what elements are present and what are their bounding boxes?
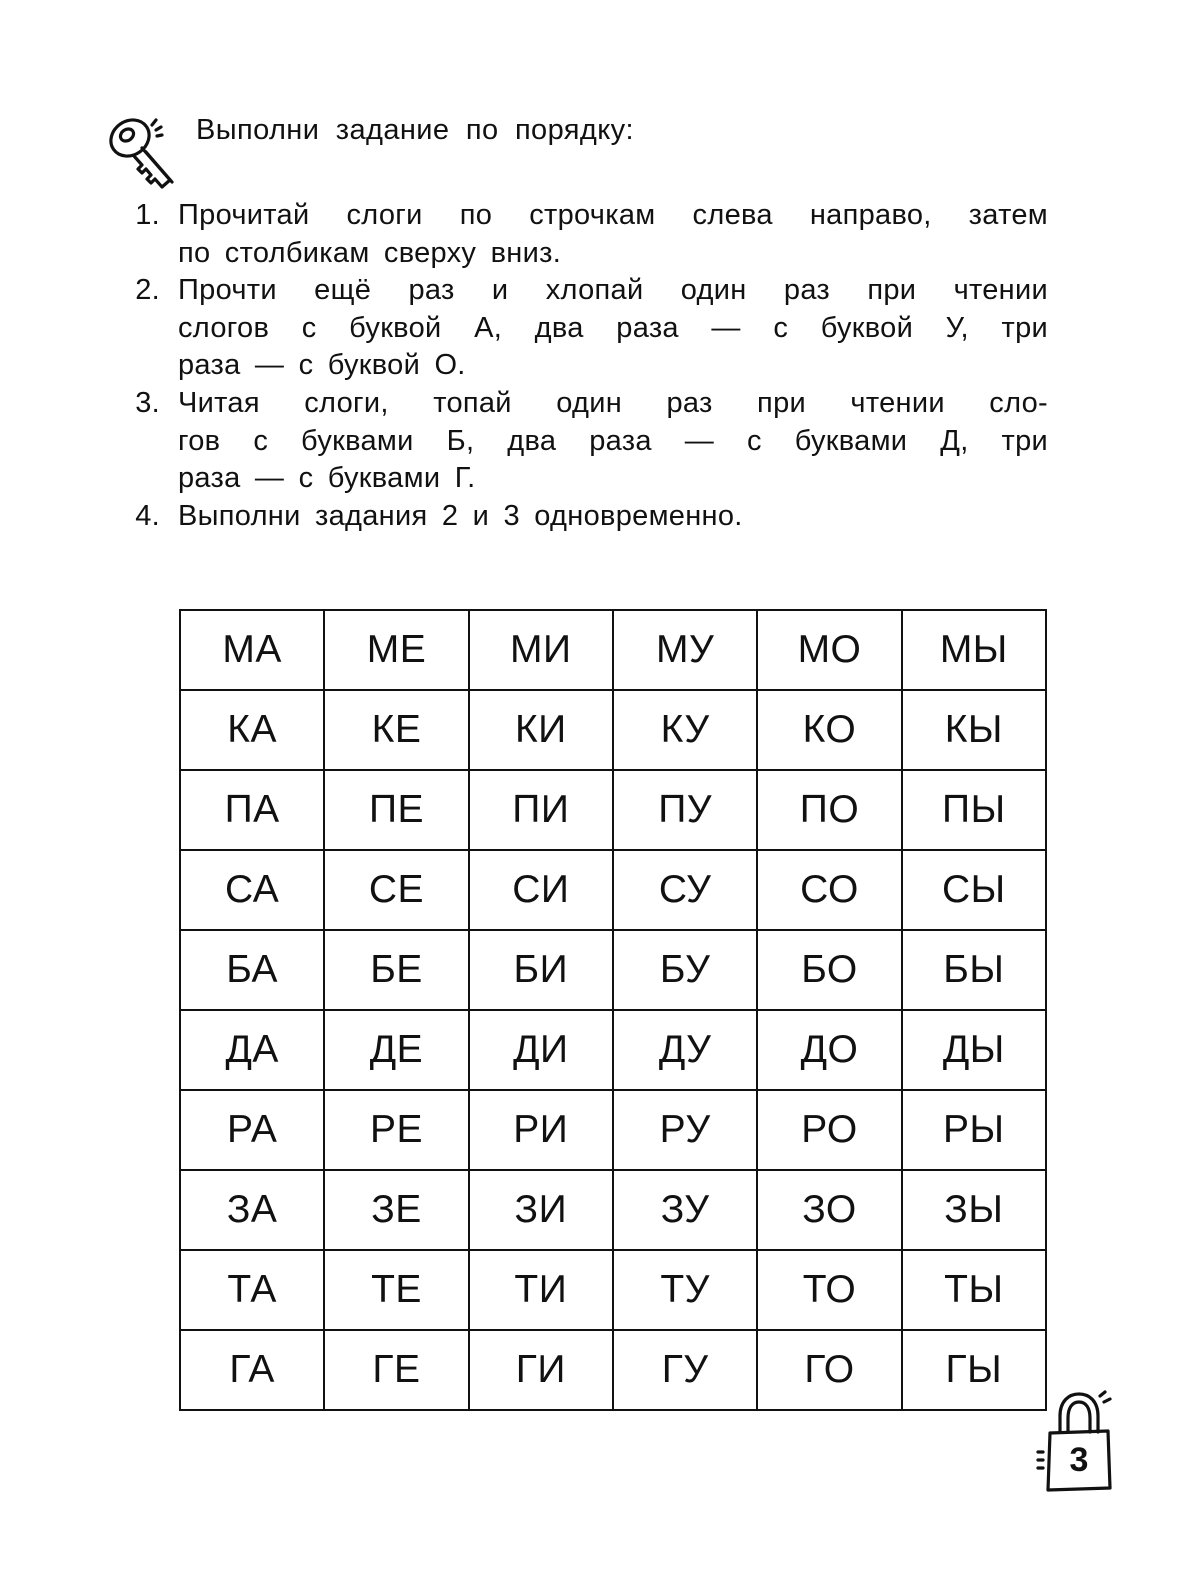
syllable-cell: ЗА [180,1170,324,1250]
syllable-cell: РИ [469,1090,613,1170]
table-row [180,930,1046,1010]
syllable-cell: ПО [757,770,901,850]
syllable-cell: СА [180,850,324,930]
syllable-cell: ГИ [469,1330,613,1410]
syllable-cell: БИ [469,930,613,1010]
task-line: слогов с буквой А, два раза — с буквой У, три [178,311,1048,344]
syllable-cell: ПЕ [324,770,468,850]
syllable-cell: РЫ [902,1090,1046,1170]
intro-text: Выполни задание по порядку: [196,114,634,146]
syllable-cell: МИ [469,610,613,690]
task-line: Прочти ещё раз и хлопай один раз при чтении [178,274,1048,307]
syllable-cell: БУ [613,930,757,1010]
task-item [120,498,1048,536]
syllable-cell: БО [757,930,901,1010]
syllable-cell: БЫ [902,930,1046,1010]
syllable-cell: ДУ [613,1010,757,1090]
syllable-cell: ПЫ [902,770,1046,850]
task-number: 4. [135,499,160,532]
task-number: 3. [135,386,160,419]
syllable-cell: КА [180,690,324,770]
syllable-cell: ТА [180,1250,324,1330]
syllable-cell: ГА [180,1330,324,1410]
syllable-table [179,609,1047,1411]
syllable-cell: КУ [613,690,757,770]
syllable-cell: ГЕ [324,1330,468,1410]
task-line: раза — с буквой О. [178,349,466,382]
syllable-cell: БА [180,930,324,1010]
syllable-cell: РА [180,1090,324,1170]
syllable-cell: ТЫ [902,1250,1046,1330]
syllable-cell: ГУ [613,1330,757,1410]
syllable-cell: ДИ [469,1010,613,1090]
task-line: по столбикам сверху вниз. [178,236,562,269]
syllable-cell: РЕ [324,1090,468,1170]
syllable-cell: КИ [469,690,613,770]
task-number: 2. [135,274,160,307]
syllable-cell: ПА [180,770,324,850]
syllable-cell: ГО [757,1330,901,1410]
syllable-cell: СЕ [324,850,468,930]
key-icon [100,108,190,198]
syllable-cell: ГЫ [902,1330,1046,1410]
syllable-cell: МЫ [902,610,1046,690]
task-item [120,197,1048,272]
page-number: 3 [1069,1441,1089,1479]
task-number: 1. [135,199,160,231]
syllable-cell: СО [757,850,901,930]
table-row [180,770,1046,850]
table-row [180,610,1046,690]
syllable-cell: РУ [613,1090,757,1170]
syllable-cell: ЗИ [469,1170,613,1250]
task-item [120,272,1048,385]
syllable-cell: ТИ [469,1250,613,1330]
task-line: Читая слоги, топай один раз при чтении сло- [178,386,1048,419]
task-line: Выполни задания 2 и 3 одновременно. [178,499,743,532]
table-row [180,1250,1046,1330]
syllable-cell: МУ [613,610,757,690]
syllable-cell: СИ [469,850,613,930]
syllable-cell: ЗЫ [902,1170,1046,1250]
table-row [180,1170,1046,1250]
syllable-cell: ТО [757,1250,901,1330]
syllable-cell: ЗО [757,1170,901,1250]
task-item [120,385,1048,498]
syllable-cell: РО [757,1090,901,1170]
syllable-cell: ДО [757,1010,901,1090]
syllable-cell: ТУ [613,1250,757,1330]
syllable-cell: ЗУ [613,1170,757,1250]
table-row [180,690,1046,770]
syllable-cell: СУ [613,850,757,930]
syllable-cell: МА [180,610,324,690]
syllable-cell: ТЕ [324,1250,468,1330]
syllable-cell: МО [757,610,901,690]
syllable-cell: ДА [180,1010,324,1090]
table-row [180,1090,1046,1170]
syllable-cell: ДЕ [324,1010,468,1090]
task-line: Прочитай слоги по строчкам слева направо, затем [178,199,1048,231]
syllable-cell: ЗЕ [324,1170,468,1250]
syllable-cell: БЕ [324,930,468,1010]
task-line: гов с буквами Б, два раза — с буквами Д, три [178,424,1048,457]
syllable-cell: КО [757,690,901,770]
syllable-cell: СЫ [902,850,1046,930]
syllable-cell: ПУ [613,770,757,850]
syllable-cell: КЫ [902,690,1046,770]
syllable-cell: ДЫ [902,1010,1046,1090]
table-row [180,1330,1046,1410]
syllable-cell: КЕ [324,690,468,770]
syllable-cell: ПИ [469,770,613,850]
syllable-cell: МЕ [324,610,468,690]
table-row [180,1010,1046,1090]
task-line: раза — с буквами Г. [178,462,476,495]
task-list [120,197,1048,535]
table-row [180,850,1046,930]
